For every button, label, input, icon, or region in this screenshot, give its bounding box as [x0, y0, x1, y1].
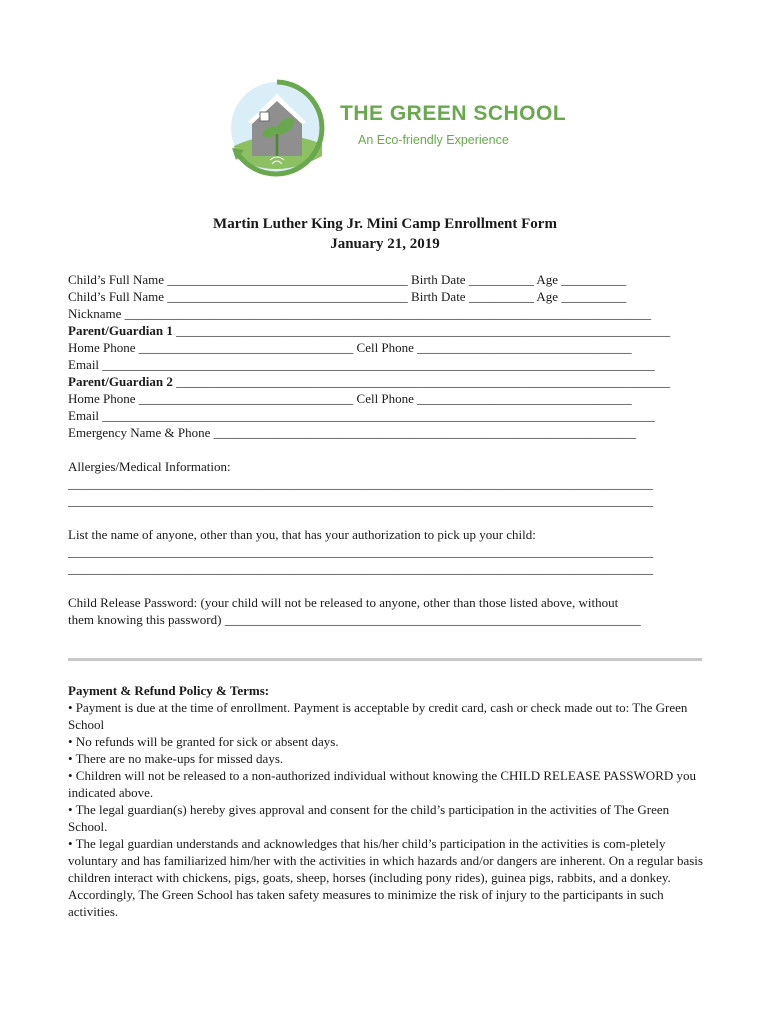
guardian-2-phones-field[interactable]: Home Phone _________________________________ Cell Phone _________________________________ [68, 391, 632, 406]
school-logo [222, 76, 567, 186]
pickup-line-1[interactable]: __________________________________________________________________________________________ [68, 544, 653, 559]
logo-tagline: An Eco-friendly Experience [358, 133, 509, 147]
emergency-contact-field[interactable]: Emergency Name & Phone _________________________________________________________________ [68, 425, 637, 440]
guardian-2-field[interactable] [68, 373, 708, 390]
enrollment-form [68, 271, 708, 628]
guardian-1-field[interactable] [68, 322, 708, 339]
password-field[interactable]: them knowing this password) ________________________________________________________________ [68, 612, 641, 627]
policy-heading: Payment & Refund Policy & Terms: [68, 683, 270, 698]
password-instructions: Child Release Password: (your child will not be released to anyone, other than those listed above, without [68, 595, 619, 610]
policy-item: • There are no make-ups for missed days. [68, 751, 284, 766]
policy-item: • The legal guardian(s) hereby gives approval and consent for the child’s participation in the activities of The Green School. [68, 802, 670, 834]
guardian-1-email-field[interactable]: Email _____________________________________________________________________________________ [68, 357, 655, 372]
form-title: Martin Luther King Jr. Mini Camp Enrollment Form [213, 216, 557, 232]
logo-name: THE GREEN SCHOOL [340, 102, 567, 125]
guardian-1-label: Parent/Guardian 1 [68, 323, 173, 338]
allergies-line-2[interactable]: __________________________________________________________________________________________ [68, 493, 653, 508]
allergies-line-1[interactable]: __________________________________________________________________________________________ [68, 476, 653, 491]
allergies-label: Allergies/Medical Information: [68, 459, 231, 474]
pickup-label: List the name of anyone, other than you, that has your authorization to pick up your child: [68, 527, 536, 542]
policy-item: • Children will not be released to a non-authorized individual without knowing the CHILD RELEASE PASSWORD you indicated above. [68, 768, 696, 800]
barn-logo-icon [222, 76, 332, 186]
section-divider [68, 658, 702, 661]
policy-item: • No refunds will be granted for sick or absent days. [68, 734, 339, 749]
guardian-1-phones-field[interactable]: Home Phone _________________________________ Cell Phone _________________________________ [68, 340, 632, 355]
pickup-line-2[interactable]: __________________________________________________________________________________________ [68, 561, 653, 576]
guardian-2-label: Parent/Guardian 2 [68, 374, 173, 389]
policy-item: • The legal guardian understands and acknowledges that his/her child’s participation in the activities is com-pletely voluntary and has familiarized him/her with the activities in which hazards and/or dangers are inherent. On a regular basis children interact with chickens, pigs, goats, sheep, horses (including pony rides), guinea pigs, rabbits, and a donkey. Accordingly, The Green School has taken safety measures to minimize the risk of injury to the participants in such activities. [68, 836, 703, 919]
guardian-1-line[interactable]: ____________________________________________________________________________ [172, 323, 671, 338]
guardian-2-line[interactable]: ____________________________________________________________________________ [172, 374, 671, 389]
nickname-field[interactable]: Nickname _________________________________________________________________________________ [68, 306, 652, 321]
guardian-2-email-field[interactable]: Email _____________________________________________________________________________________ [68, 408, 655, 423]
child-1-field[interactable]: Child’s Full Name _____________________________________ Birth Date __________ Age __________ [68, 272, 627, 287]
form-date: January 21, 2019 [330, 236, 440, 252]
policy-section [68, 682, 708, 920]
policy-item: • Payment is due at the time of enrollment. Payment is acceptable by credit card, cash or check made out to: The Green School [68, 700, 688, 732]
child-2-field[interactable]: Child’s Full Name _____________________________________ Birth Date __________ Age __________ [68, 289, 627, 304]
